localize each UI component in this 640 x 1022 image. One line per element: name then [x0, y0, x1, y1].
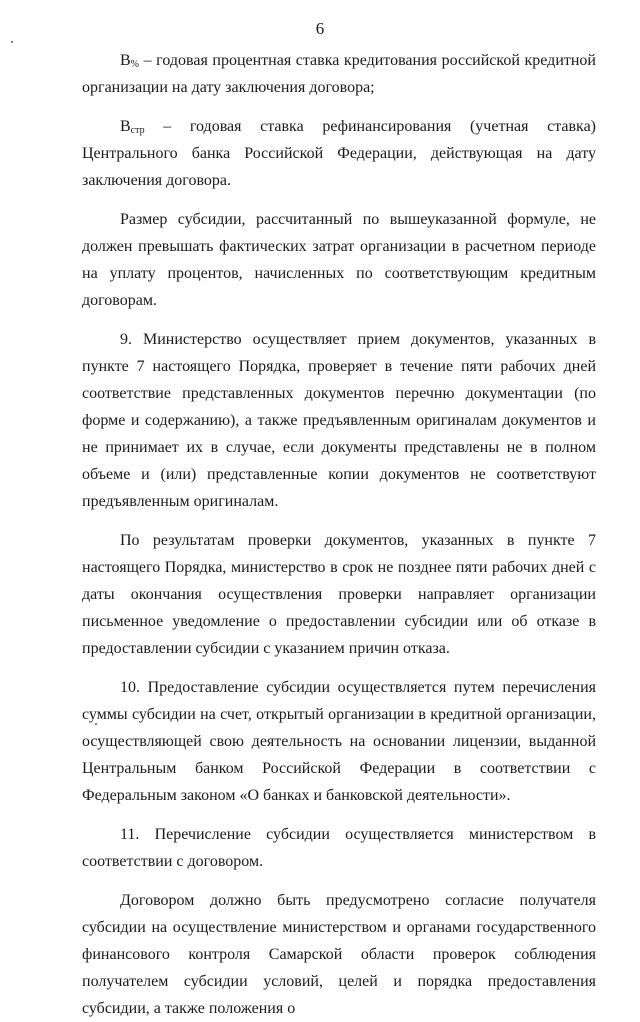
- paragraph-item-9: 9. Министерство осуществляет прием документов, указанных в пункте 7 настоящего Порядка, проверяет в течение пяти рабочих дней соответствие представленных документов перечню документации (по форме и содержанию), а также предъявленным оригиналам документов и не принимает их в случае, если документы представлены не в полном объеме и (или) представленные копии документов не соответствуют предъявленным оригиналам.: [82, 331, 596, 510]
- refinancing-symbol: [120, 118, 145, 135]
- paragraph-contract-consent: Договором должно быть предусмотрено согласие получателя субсидии на осуществление министерством и органами государственного финансового контроля Самарской области проверок соблюдения получателем субсидии условий, целей и порядка предоставления субсидии, а также положения о: [82, 892, 596, 1017]
- paragraph-item-11: 11. Перечисление субсидии осуществляется министерством в соответствии с договором.: [82, 826, 596, 870]
- rate-symbol-main: В: [120, 52, 131, 69]
- paragraph-refinancing-definition: [82, 113, 596, 194]
- rate-symbol: [120, 52, 139, 69]
- paragraph-rate-definition: [82, 47, 596, 101]
- page-number: 6: [315, 19, 325, 38]
- scan-dot-mark: [11, 41, 13, 43]
- rate-symbol-subscript: %: [130, 59, 140, 70]
- paragraph-subsidy-limit: Размер субсидии, рассчитанный по вышеуказанной формуле, не должен превышать фактических затрат организации в расчетном периоде на уплату процентов, начисленных по соответствующим кредитным договорам.: [82, 211, 596, 309]
- refinancing-symbol-subscript: стр: [130, 125, 145, 136]
- paragraph-review-results: По результатам проверки документов, указанных в пункте 7 настоящего Порядка, министерство в срок не позднее пяти рабочих дней с даты окончания осуществления проверки направляет организации письменное уведомление о предоставлении субсидии или об отказе в предоставлении субсидии с указанием причин отказа.: [82, 532, 596, 657]
- paragraph-item-10: 10. Предоставление субсидии осуществляется путем перечисления суммы субсидии на счет, открытый организации в кредитной организации, осуществляющей свою деятельность на основании лицензии, выданной Центральным банком Российской Федерации в соответствии с Федеральным законом «О банках и банковской деятельности».: [82, 679, 596, 804]
- refinancing-symbol-main: В: [120, 118, 131, 135]
- document-body: [82, 47, 596, 1022]
- rate-definition-text: – годовая процентная ставка кредитования российской кредитной организации на дату заключения договора;: [82, 52, 596, 96]
- refinancing-definition-text: – годовая ставка рефинансирования (учетная ставка) Центрального банка Российской Федерации, действующая на дату заключения договора.: [82, 118, 596, 189]
